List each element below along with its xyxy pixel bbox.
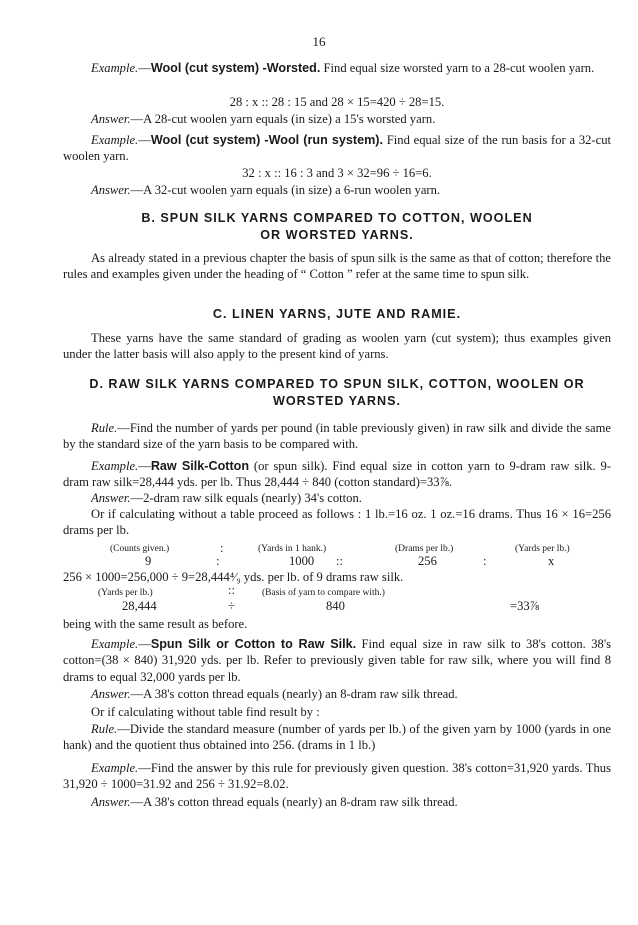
dash: — [138, 61, 151, 75]
table-header-counts: (Counts given.) [110, 544, 170, 554]
section-c-paragraph: These yarns have the same standard of grading as woolen yarn (cut system); thus examples given under the latter basis will also apply to the present kind of yarns. [63, 331, 611, 362]
rule-text: —Find the number of yards per pound (in table previously given) in raw silk and divide the same by the standard size of the yarn basis to be compared with. [63, 421, 611, 452]
section-c-heading: C. LINEN YARNS, JUTE AND RAMIE. [212, 307, 462, 321]
answer-rule-check [63, 794, 611, 810]
example-title: Spun Silk or Cotton to Raw Silk. [150, 637, 357, 651]
dash: — [138, 133, 151, 147]
calc-line: 256 × 1000=256,000 ÷ 9=28,444⁴⁄₉ yds. per lb. of 9 drams raw silk. [63, 570, 404, 584]
table-colon: : [220, 541, 224, 555]
heading-line: OR WORSTED YARNS. [260, 228, 414, 242]
example-text: Find equal size of the run basis for a 32-cut woolen yarn. [63, 133, 611, 164]
or-calculating-text: Or if calculating without table find result by : [91, 705, 320, 719]
answer-text: —A 32-cut woolen yarn equals (in size) a 6-run woolen yarn. [130, 183, 441, 197]
rule-divide-standard [63, 721, 611, 754]
heading-line: D. RAW SILK YARNS COMPARED TO SPUN SILK, COTTON, WOOLEN OR [89, 377, 585, 391]
table2-header-yards: (Yards per lb.) [98, 588, 153, 598]
example-title: Raw Silk-Cotton [150, 459, 250, 473]
formula-wool-run: 32 : x :: 16 : 3 and 3 × 32=96 ÷ 16=6. [242, 166, 432, 180]
table2-value-basis: 840 [326, 599, 345, 613]
example-label: Example. [91, 133, 139, 147]
example-text: (or spun silk). Find equal size in cotton yarn to 9-dram raw silk. 9-dram raw silk=28,444 yds. per lb. Thus 28,444 ÷ 840 (cotton standard)=33⅞. [63, 459, 612, 490]
heading-line: WORSTED YARNS. [272, 394, 402, 408]
dash: — [138, 459, 151, 473]
table-value-x: x [548, 554, 555, 568]
example-text: Find equal size in raw silk to 38's cotton. 38's cotton=(38 × 840) 31,920 yds. per lb. Refer to previously given table for raw silk, where you will find 8 drams to equal 32,000 yards per lb. [63, 637, 611, 684]
table-value-counts: 9 [145, 554, 152, 568]
section-b-paragraph: As already stated in a previous chapter the basis of spun silk is the same as that of cotton; therefore the rules and examples given under the heading of “ Cotton ” refer at the same time to spun silk. [63, 251, 611, 282]
example-title: Wool (cut system) -Wool (run system). [150, 133, 383, 147]
answer-raw-silk-cotton [63, 490, 611, 506]
calc-without-table: Or if calculating without a table proceed as follows : 1 lb.=16 oz. 1 oz.=16 drams. Thus 16 × 16=256 drams per lb. [63, 507, 611, 538]
table-colon: : [216, 554, 220, 568]
table2-double-colon: :: [228, 583, 235, 597]
answer-spun-silk-raw-silk [63, 686, 611, 702]
example-label: Example. [91, 761, 139, 775]
answer-label: Answer. [91, 183, 131, 197]
table-double-colon: :: [336, 554, 343, 568]
rule-label: Rule. [91, 421, 118, 435]
example-title: Wool (cut system) -Worsted. [150, 61, 321, 75]
answer-worsted [63, 111, 611, 127]
table-header-yards-lb: (Yards per lb.) [515, 544, 570, 554]
answer-text: —2-dram raw silk equals (nearly) 34's cotton. [130, 491, 362, 505]
section-b-heading [63, 210, 611, 244]
answer-text: —A 38's cotton thread equals (nearly) an 8-dram raw silk thread. [130, 687, 458, 701]
example-spun-silk-raw-silk [63, 636, 611, 685]
page-number: 16 [312, 34, 326, 49]
example-label: Example. [91, 459, 139, 473]
answer-text: —A 38's cotton thread equals (nearly) an 8-dram raw silk thread. [130, 795, 458, 809]
example-text: —Find the answer by this rule for previously given question. 38's cotton=31,920 yards. Thus 31,920 ÷ 1000=31.92 and 256 ÷ 31.92=8.02. [63, 761, 611, 792]
heading-line: B. SPUN SILK YARNS COMPARED TO COTTON, WOOLEN [141, 211, 533, 225]
rule-label: Rule. [91, 722, 118, 736]
table-value-yards-hank: 1000 [289, 554, 315, 568]
example-wool-run [63, 132, 611, 165]
answer-label: Answer. [91, 112, 131, 126]
table2-header-basis: (Basis of yarn to compare with.) [262, 588, 385, 598]
rule-text: —Divide the standard measure (number of yards per lb.) of the given yarn by 1000 (yards in one hank) and the quotient thus obtained into 256. (drams in 1 lb.) [63, 722, 611, 753]
table-header-yards-hank: (Yards in 1 hank.) [258, 544, 327, 554]
same-result-text: being with the same result as before. [63, 617, 248, 631]
table2-result: =33⅞ [510, 599, 540, 613]
answer-label: Answer. [91, 795, 131, 809]
section-d-heading [63, 376, 611, 410]
table-value-drams: 256 [418, 554, 437, 568]
example-label: Example. [91, 637, 139, 651]
table2-value-yards: 28,444 [122, 599, 157, 613]
answer-label: Answer. [91, 687, 131, 701]
example-raw-silk-cotton [63, 458, 611, 491]
table-colon: : [483, 554, 487, 568]
answer-label: Answer. [91, 491, 131, 505]
example-text: Find equal size worsted yarn to a 28-cut woolen yarn. [323, 61, 595, 75]
table2-divide: ÷ [228, 599, 235, 613]
rule-yards-per-pound [63, 420, 611, 453]
formula-worsted: 28 : x :: 28 : 15 and 28 × 15=420 ÷ 28=15. [229, 95, 445, 109]
answer-wool-run [63, 182, 611, 198]
answer-text: —A 28-cut woolen yarn equals (in size) a 15's worsted yarn. [130, 112, 436, 126]
example-worsted [63, 60, 611, 76]
example-label: Example. [91, 61, 139, 75]
dash: — [138, 637, 151, 651]
example-rule-check [63, 760, 611, 793]
table-header-drams: (Drams per lb.) [395, 544, 454, 554]
